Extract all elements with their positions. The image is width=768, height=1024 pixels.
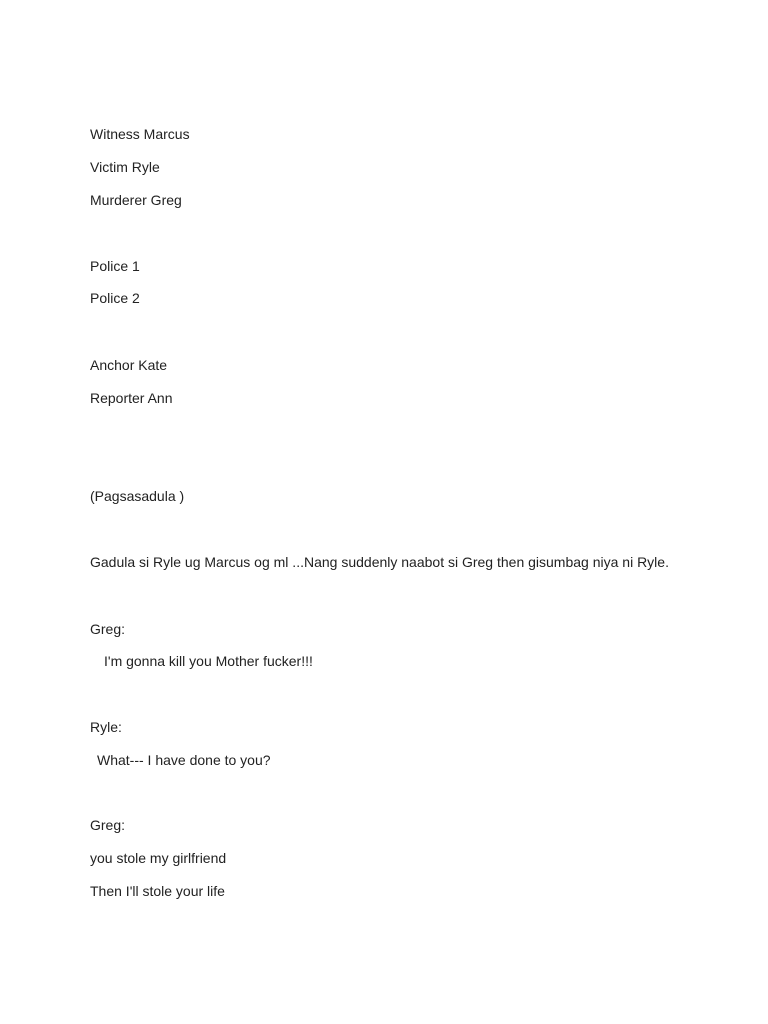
cast-police-2: Police 2 — [90, 290, 140, 306]
narration-paragraph: Gadula si Ryle ug Marcus og ml ...Nang suddenly naabot si Greg then gisumbag niya ni Ryle. — [90, 554, 669, 570]
section-heading: (Pagsasadula ) — [90, 488, 185, 504]
dialogue-line: I'm gonna kill you Mother fucker!!! — [104, 653, 313, 669]
dialogue-line: you stole my girlfriend — [90, 850, 227, 866]
cast-anchor: Anchor Kate — [90, 357, 168, 373]
dialogue-speaker-greg: Greg: — [90, 817, 126, 833]
cast-witness: Witness Marcus — [90, 126, 190, 142]
dialogue-line: What--- I have done to you? — [97, 752, 271, 768]
cast-victim: Victim Ryle — [90, 159, 160, 175]
dialogue-line: Then I'll stole your life — [90, 883, 225, 899]
dialogue-speaker-greg: Greg: — [90, 621, 126, 637]
cast-murderer: Murderer Greg — [90, 192, 182, 208]
cast-reporter: Reporter Ann — [90, 390, 173, 406]
cast-police-1: Police 1 — [90, 258, 140, 274]
dialogue-speaker-ryle: Ryle: — [90, 719, 122, 735]
